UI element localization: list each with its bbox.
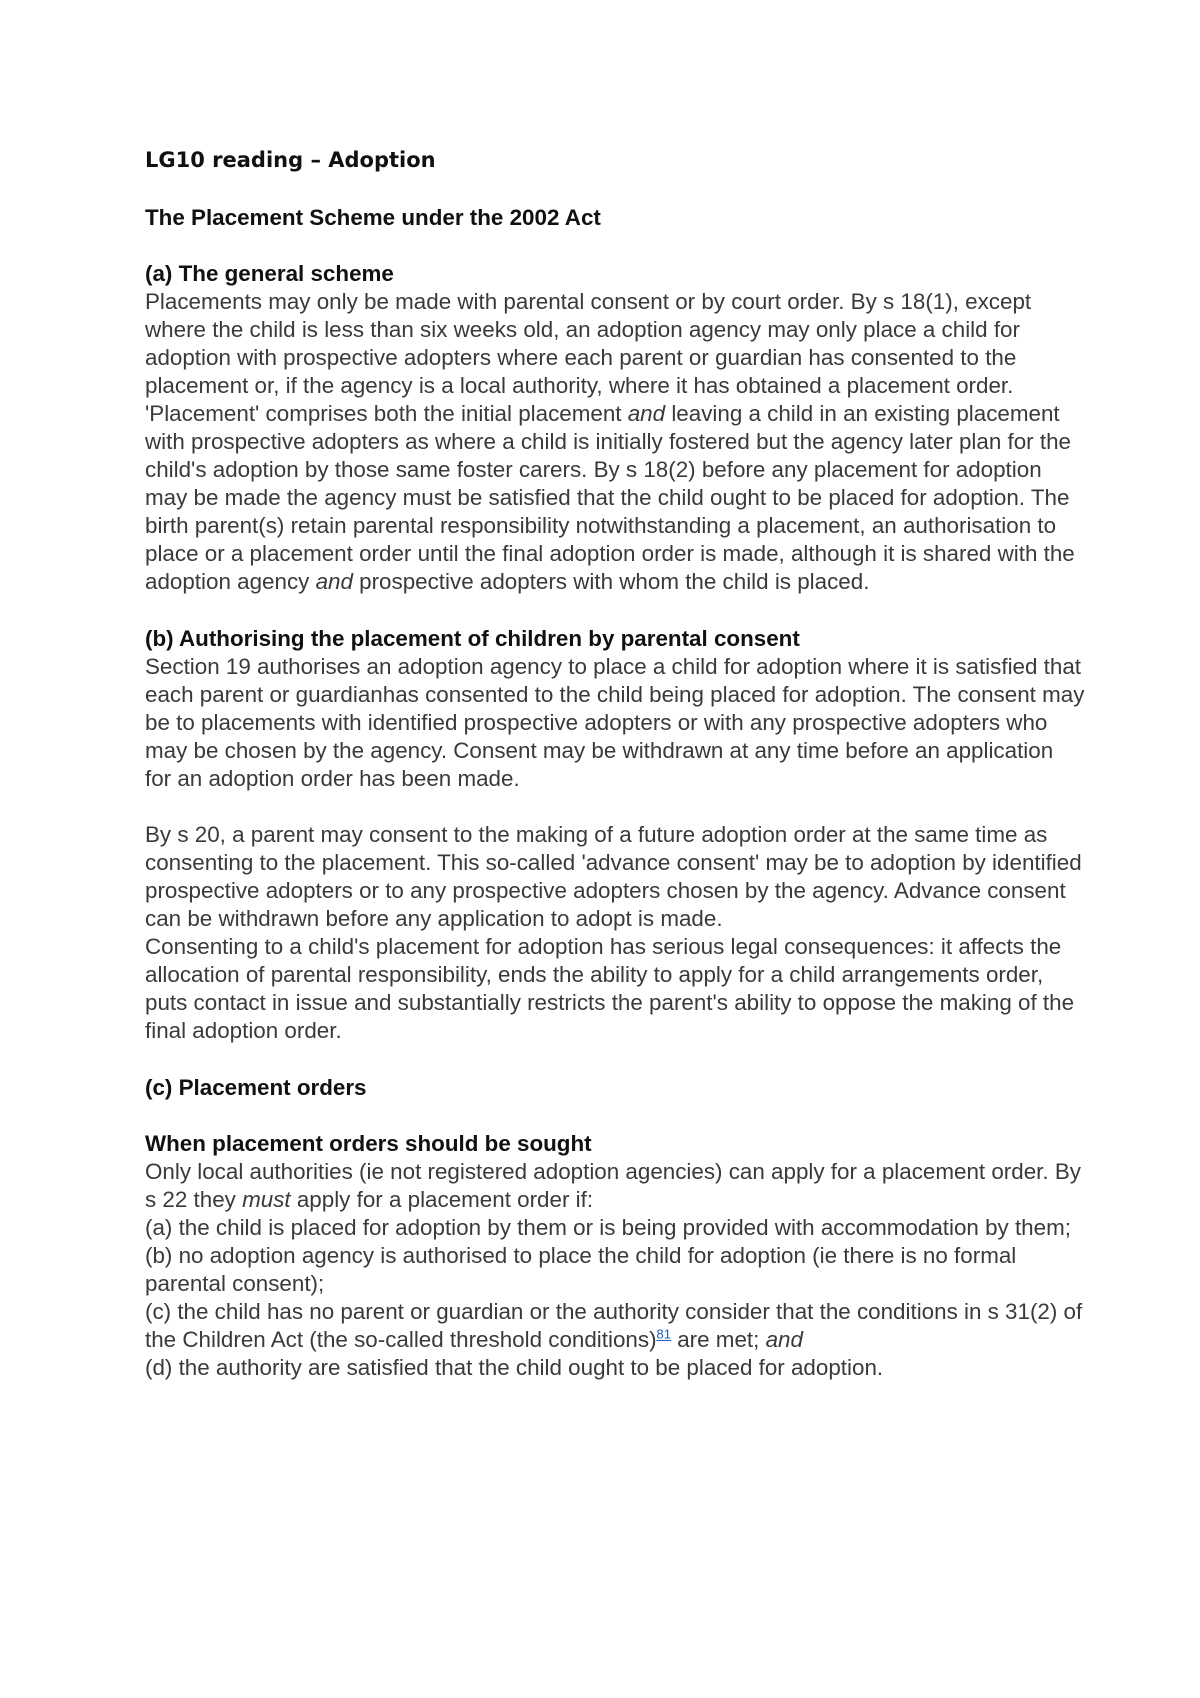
text: apply for a placement order if:	[290, 1187, 594, 1212]
list-item-a: (a) the child is placed for adoption by them or is being provided with accommodation by them;	[145, 1215, 1071, 1240]
emphasis: and	[627, 401, 666, 426]
section-title: The Placement Scheme under the 2002 Act	[145, 205, 601, 230]
text: (c) the child has no parent or guardian or the authority consider that the conditions in s 31(2) of the Children Act (the so-called threshold conditions)	[145, 1299, 1083, 1352]
text: Only local authorities (ie not registered adoption agencies) can apply for a placement order. By s 22 they	[145, 1159, 1081, 1212]
heading-placement-orders: (c) Placement orders	[145, 1075, 367, 1100]
document-page	[145, 146, 1085, 1382]
text: Placements may only be made with parental consent or by court order. By s 18(1), except where the child is less than six weeks old, an adoption agency may only place a child for adoption with prospective adopters where each parent or guardian has consented to the placement or, if the agency is a local authority, where it has obtained a placement order. 'Placement' comprises both the initial placement	[145, 289, 1032, 426]
emphasis: and	[765, 1327, 803, 1352]
paragraph-general-scheme	[145, 288, 1085, 596]
paragraph-section-19: Section 19 authorises an adoption agency to place a child for adoption where it is satisfied that each parent or guardianhas consented to the child being placed for adoption. The consent may be to placements with identified prospective adopters or with any prospective adopters who may be chosen by the agency. Consent may be withdrawn at any time before an application for an adoption order has been made.	[145, 654, 1085, 791]
text: prospective adopters with whom the child is placed.	[352, 569, 870, 594]
footnote-link[interactable]: 81	[656, 1326, 671, 1342]
list-item-d: (d) the authority are satisfied that the child ought to be placed for adoption.	[145, 1355, 884, 1380]
emphasis: and	[315, 569, 353, 594]
text: are met;	[671, 1327, 766, 1352]
list-item-c	[145, 1298, 1085, 1354]
paragraph-placement-intro	[145, 1158, 1085, 1214]
document-title: LG10 reading – Adoption	[145, 148, 436, 172]
paragraph-consequences: Consenting to a child's placement for adoption has serious legal consequences: it affects the allocation of parental responsibility, ends the ability to apply for a child arrangements order, puts contact in issue and substantially restricts the parent's ability to oppose the making of the final adoption order.	[145, 934, 1075, 1043]
emphasis: must	[242, 1187, 291, 1212]
list-item-b: (b) no adoption agency is authorised to place the child for adoption (ie there is no formal parental consent);	[145, 1243, 1017, 1296]
text: leaving a child in an existing placement with prospective adopters as where a child is initially fostered but the agency later plan for the child's adoption by those same foster carers. By s 18(2) before any placement for adoption may be made the agency must be satisfied that the child ought to be placed for adoption. The birth parent(s) retain parental responsibility notwithstanding a placement, an authorisation to place or a placement order until the final adoption order is made, although it is shared with the adoption agency	[145, 401, 1075, 594]
heading-parental-consent: (b) Authorising the placement of children by parental consent	[145, 626, 800, 651]
heading-general-scheme: (a) The general scheme	[145, 261, 394, 286]
paragraph-section-20: By s 20, a parent may consent to the making of a future adoption order at the same time as consenting to the placement. This so-called 'advance consent' may be to adoption by identified prospective adopters or to any prospective adopters chosen by the agency. Advance consent can be withdrawn before any application to adopt is made.	[145, 822, 1082, 931]
subheading-when-sought: When placement orders should be sought	[145, 1131, 592, 1156]
